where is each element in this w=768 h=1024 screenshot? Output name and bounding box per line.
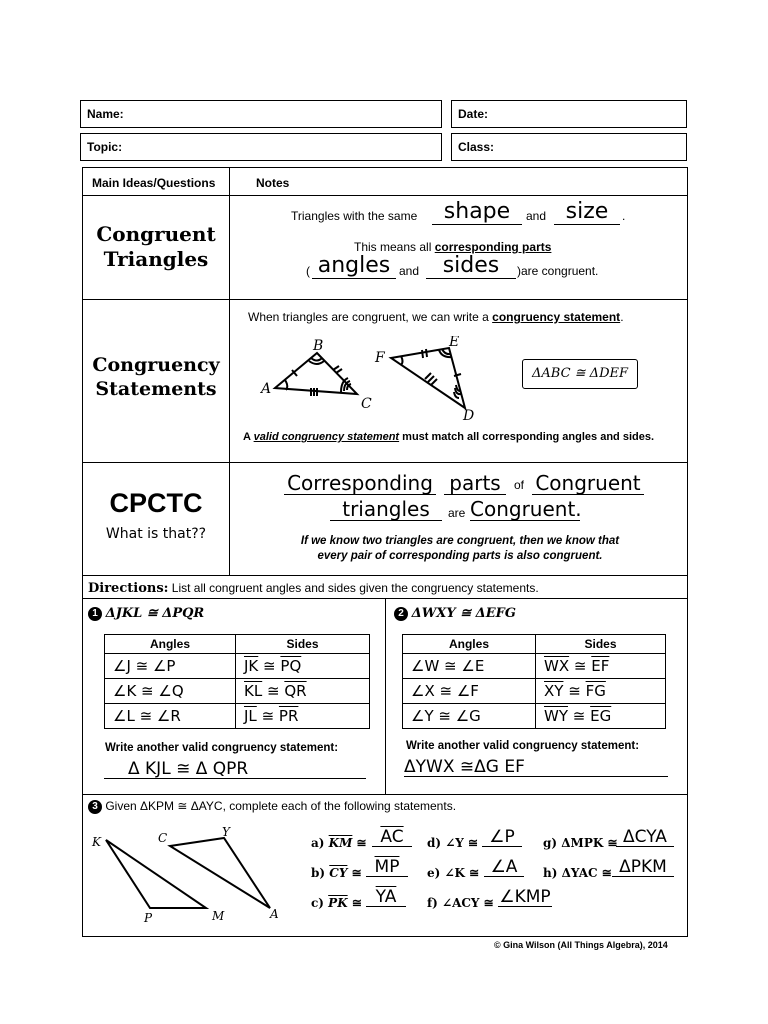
triangles-diagram [255, 336, 485, 422]
problem-2-heading [394, 605, 516, 621]
table-row [105, 654, 370, 679]
cpctc-subtitle: What is that?? [105, 526, 207, 542]
congruency-statement-text: ΔABC ≅ ΔDEF [532, 366, 628, 381]
row-divider-3 [82, 575, 688, 576]
item-h: h) ΔYAC ≅ [543, 866, 612, 880]
problem-3-number: 3 [88, 800, 102, 814]
problem-1-table [104, 634, 370, 729]
p2-write-label: Write another valid congruency statement: [406, 740, 640, 752]
answer-triangles: triangles [330, 498, 442, 521]
answer-h: ΔPKM [612, 858, 674, 877]
vertex-label-p: P [144, 911, 153, 925]
p2-angles-header: Angles [403, 635, 536, 654]
answer-congruent-1: Congruent [532, 472, 644, 495]
means-label: This means all [354, 240, 432, 254]
table-row [105, 679, 370, 704]
statement-intro-end: . [620, 310, 624, 324]
p1-side-2: $\overline{KL}$ ≅ $\overline{QR}$ [236, 679, 370, 704]
triangle-ayc [170, 838, 270, 908]
vertex-label-m: M [212, 909, 225, 923]
problem-1-number: 1 [88, 607, 102, 621]
table-row [403, 679, 666, 704]
problem-3-intro: Given ΔKPM ≅ ΔAYC, complete each of the following statements. [105, 799, 457, 813]
answer-angles: angles [312, 254, 396, 279]
problem-2-number: 2 [394, 607, 408, 621]
of-text: of [514, 478, 525, 492]
class-label: Class: [458, 140, 495, 154]
column-header-divider [82, 195, 688, 196]
copyright-footer: © Gina Wilson (All Things Algebra), 2014 [494, 940, 668, 950]
paren-open: ( [306, 264, 310, 278]
answer-f: ∠KMP [499, 887, 551, 907]
cpctc-note-line2: every pair of corresponding parts is also congruent. [317, 550, 603, 562]
date-field[interactable] [451, 100, 687, 128]
problem-2-statement: ΔWXY ≅ ΔEFG [411, 606, 516, 621]
means-text [354, 240, 551, 254]
p2-answer: ΔYWX ≅ΔG EF [404, 758, 668, 777]
class-field[interactable] [451, 133, 687, 161]
item-g: g) ΔMPK ≅ [543, 836, 618, 850]
statements-title-line2: Statements [95, 378, 217, 400]
congruency-statement-box [522, 359, 638, 389]
notes-header: Notes [256, 176, 290, 190]
p2-angle-1: ∠W ≅ ∠E [403, 654, 536, 679]
triangle-kpm [106, 840, 206, 908]
vertex-label-e: E [449, 336, 460, 350]
and-text-2: and [399, 264, 420, 278]
p1-side-3: $\overline{JL}$ ≅ $\overline{PR}$ [236, 704, 370, 729]
answer-shape: shape [432, 200, 522, 225]
table-row [403, 654, 666, 679]
are-text: are [448, 506, 466, 520]
corresponding-parts-term: corresponding parts [434, 240, 552, 254]
statements-title-line1: Congruency [92, 354, 220, 376]
congruent-title-line2: Triangles [103, 247, 209, 271]
directions-line [88, 581, 539, 596]
topic-field[interactable] [80, 133, 442, 161]
p1-angles-header: Angles [105, 635, 236, 654]
column-vertical-divider [229, 167, 230, 575]
problem-1-heading [88, 605, 204, 621]
valid-statement-term: valid congruency statement [253, 431, 400, 443]
item-d: d) ∠Y ≅ [427, 836, 479, 850]
p2-side-1: $\overline{WX}$ ≅ $\overline{EF}$ [536, 654, 666, 679]
p2-sides-header: Sides [536, 635, 666, 654]
congruent-triangles-title [84, 222, 228, 272]
answer-congruent-2: Congruent. [470, 497, 582, 521]
vertex-label-y: Y [222, 826, 230, 839]
vertex-label-a3: A [270, 907, 279, 921]
table-row [105, 704, 370, 729]
p2-angle-2: ∠X ≅ ∠F [403, 679, 536, 704]
p1-write-label: Write another valid congruency statement: [105, 742, 339, 754]
p2-side-3: $\overline{WY}$ ≅ $\overline{EG}$ [536, 704, 666, 729]
item-a: a) $\overline{KM}$ ≅ [311, 836, 367, 850]
problem-2-table [402, 634, 666, 729]
valid-statement-note [243, 431, 654, 443]
answer-b: $\overline{MP}$ [366, 858, 408, 877]
cpctc-note-line1: If we know two triangles are congruent, then we know that [300, 535, 620, 547]
vertex-label-d: D [463, 408, 475, 422]
period-1: . [622, 209, 626, 223]
item-e: e) ∠K ≅ [427, 866, 480, 880]
problems-vertical-divider [385, 598, 386, 794]
vertex-label-a: A [261, 381, 272, 397]
statement-intro [248, 310, 624, 324]
answer-g: ΔCYA [616, 828, 674, 847]
row-divider-1 [82, 299, 688, 300]
answer-sides: sides [426, 254, 516, 279]
valid-note-pre: A [243, 431, 251, 443]
answer-size: size [554, 200, 620, 225]
p1-side-1: $\overline{JK}$ ≅ $\overline{PQ}$ [236, 654, 370, 679]
answer-d: ∠P [482, 828, 522, 847]
date-label: Date: [458, 107, 489, 121]
name-label: Name: [87, 107, 124, 121]
item-c: c) $\overline{PK}$ ≅ [311, 896, 362, 910]
p1-angle-2: ∠K ≅ ∠Q [105, 679, 236, 704]
item-f: f) ∠ACY ≅ [427, 896, 494, 910]
main-ideas-header: Main Ideas/Questions [92, 176, 216, 190]
cpctc-title: CPCTC [109, 488, 203, 518]
problem-1-statement: ΔJKL ≅ ΔPQR [105, 606, 205, 621]
are-congruent-text: )are congruent. [517, 264, 599, 278]
same-text: Triangles with the same [291, 209, 418, 223]
cpctc-note [240, 534, 680, 564]
and-text-1: and [526, 209, 547, 223]
vertex-label-c: C [361, 396, 372, 412]
p1-answer: Δ KJL ≅ Δ QPR [104, 760, 366, 779]
vertex-label-k: K [92, 835, 101, 849]
directions-text: List all congruent angles and sides given the congruency statements. [171, 581, 539, 595]
congruency-statements-title [84, 353, 228, 401]
p1-sides-header: Sides [236, 635, 370, 654]
directions-label: Directions: [88, 581, 169, 596]
answer-parts: parts [444, 472, 506, 495]
answer-corresponding: Corresponding [284, 472, 436, 495]
problem-3-divider [82, 794, 688, 795]
p1-angle-1: ∠J ≅ ∠P [105, 654, 236, 679]
congruency-statement-term: congruency statement [492, 310, 621, 324]
name-field[interactable] [80, 100, 442, 128]
answer-c: $\overline{YA}$ [366, 888, 406, 907]
problem-3-diagram [88, 826, 288, 926]
p2-side-2: $\overline{XY}$ ≅ $\overline{FG}$ [536, 679, 666, 704]
vertex-label-b: B [313, 338, 324, 354]
answer-a: $\overline{AC}$ [372, 828, 412, 847]
congruent-title-line1: Congruent [96, 222, 216, 246]
valid-note-end: must match all corresponding angles and sides. [402, 431, 655, 443]
topic-label: Topic: [87, 140, 123, 154]
problem-3-heading [88, 799, 456, 814]
row-divider-2 [82, 462, 688, 463]
item-b: b) $\overline{CY}$ ≅ [311, 866, 362, 880]
vertex-label-c3: C [158, 831, 168, 845]
p1-angle-3: ∠L ≅ ∠R [105, 704, 236, 729]
answer-e: ∠A [484, 858, 524, 877]
p2-angle-3: ∠Y ≅ ∠G [403, 704, 536, 729]
statement-intro-text: When triangles are congruent, we can write a [248, 310, 489, 324]
vertex-label-f: F [375, 350, 385, 366]
table-row [403, 704, 666, 729]
